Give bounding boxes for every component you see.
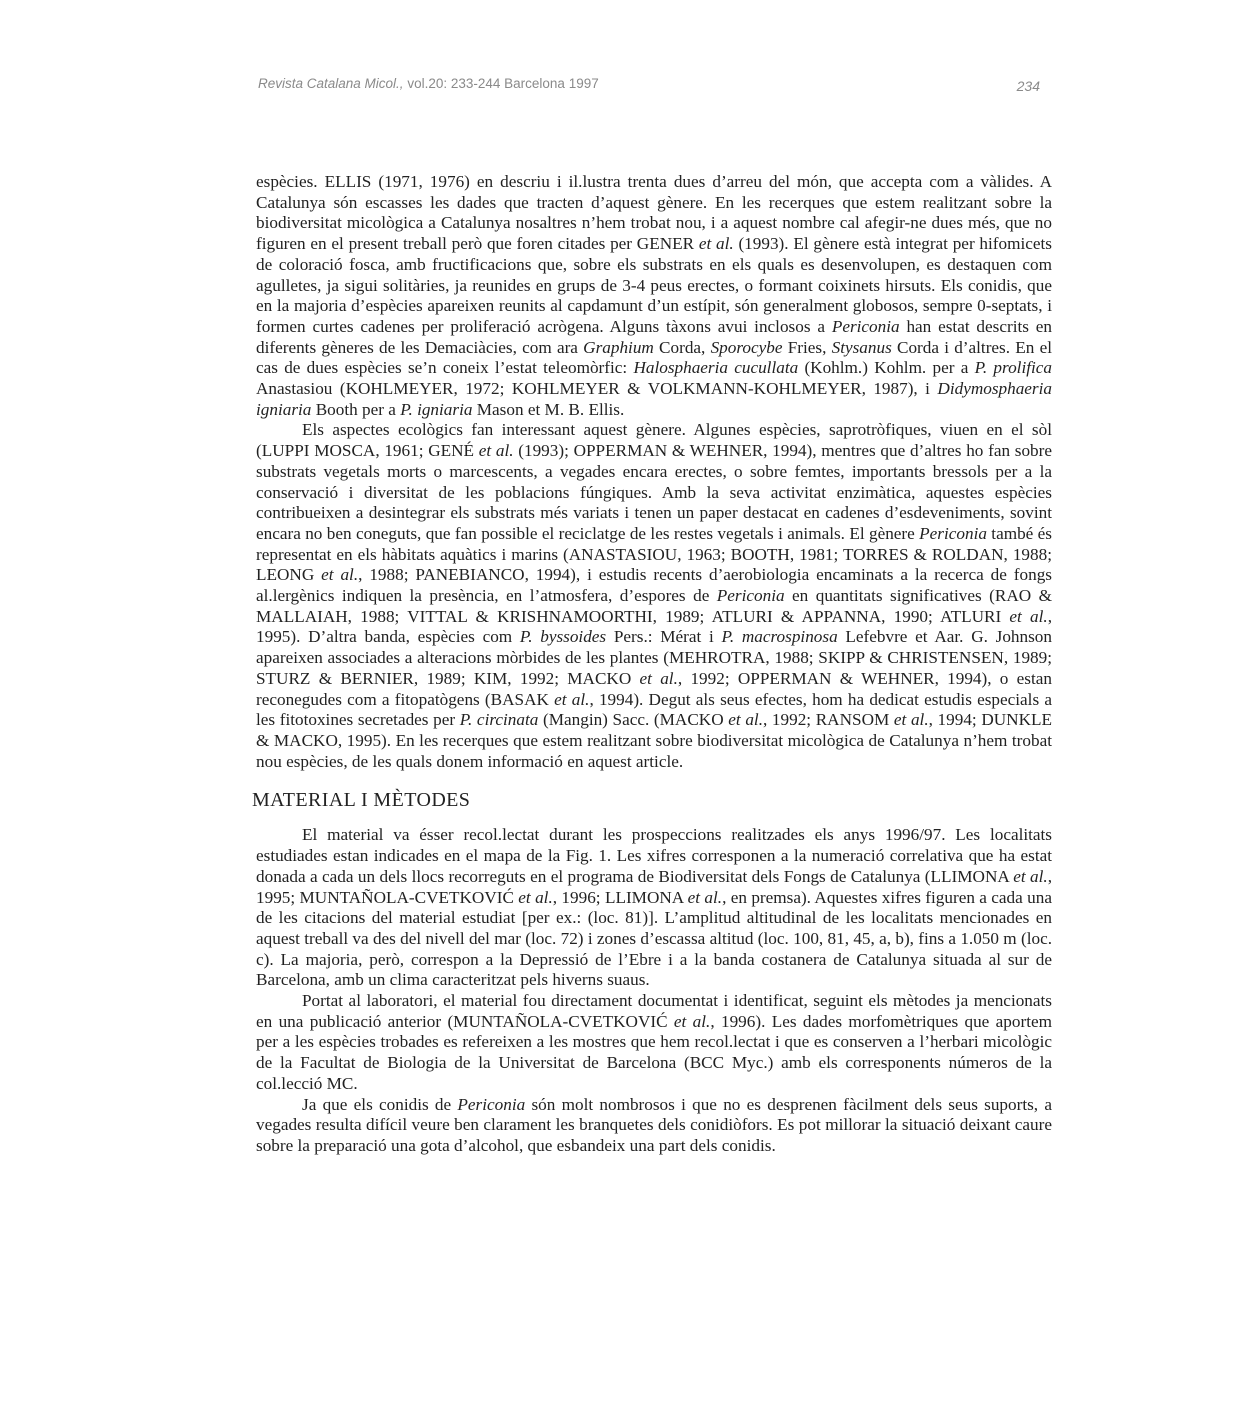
italic-term: et al. — [639, 668, 678, 688]
italic-term: Periconia — [919, 523, 987, 543]
page-number: 234 — [1016, 78, 1040, 94]
italic-term: et al. — [478, 441, 514, 461]
journal-details: vol.20: 233-244 Barcelona 1997 — [407, 76, 599, 91]
paragraph: Ja que els conidis de Periconia són molt nombrosos i que no es desprenen fàcilment dels seus suports, a vegades resulta difícil veure ben clarament les branquetes dels conidiòfors. Es pot millorar la situació deixant caure sobre la preparació una gota d’alcohol, que esbandeix una part dels conidis. — [256, 1094, 1052, 1155]
italic-term: et al. — [1009, 606, 1048, 626]
italic-term: Sporocybe — [710, 337, 783, 357]
paragraph: espècies. ELLIS (1971, 1976) en descriu i il.lustra trenta dues d’arreu del món, que accepta com a vàlides. A Catalunya són escasses les dades que tracten d’aquest gènere. En les recerques que estem realitzant sobre la biodiversitat micològica a Catalunya nosaltres n’hem trobat nou, i a aquest nombre cal afegir-ne dues més, que no figuren en el present treball però que foren citades per GENER et al. (1993). El gènere està integrat per hifomicets de coloració fosca, amb fructificacions que, sobre els substrats en els quals es desenvolupen, es destaquen com agulletes, ja sigui solitàries, ja reunides en grups de 3-4 peus erectes, o formant coixinets hirsuts. Els conidis, que en la majoria d’espècies apareixen reunits al capdamunt d’un estípit, són generalment globosos, sempre 0-septats, i formen curtes cadenes per proliferació acrògena. Alguns tàxons avui inclosos a Periconia han estat descrits en diferents gèneres de les Demaciàcies, com ara Graphium Corda, Sporocybe Fries, Stysanus Corda i d’altres. En el cas de dues espècies se’n coneix l’estat teleomòrfic: Halosphaeria cucullata (Kohlm.) Kohlm. per a P. prolifica Anastasiou (KOHLMEYER, 1972; KOHLMEYER & VOLKMANN-KOHLMEYER, 1987), i Didymosphaeria igniaria Booth per a P. igniaria Mason et M. B. Ellis. — [256, 172, 1052, 419]
italic-term: et al. — [673, 1011, 711, 1031]
paragraph: Portat al laboratori, el material fou directament documentat i identificat, seguint els mètodes ja mencionats en una publicació anterior (MUNTAÑOLA-CVETKOVIĆ et al., 1996). Les dades morfomètriques que aportem per a les espècies trobades es refereixen a les mostres que hem recol.lectat i que es conserven a l’herbari micològic de la Facultat de Biologia de la Universitat de Barcelona (BCC Myc.) amb els corresponents números de la col.lecció MC. — [256, 991, 1052, 1093]
italic-term: Didymosphaeria igniaria — [256, 379, 1052, 419]
italic-term: et al. — [698, 234, 734, 254]
running-header — [258, 76, 1040, 98]
section-heading: MATERIAL I MÈTODES — [252, 789, 471, 812]
italic-term: Stysanus — [831, 337, 892, 357]
italic-term: P. byssoides — [519, 627, 607, 647]
italic-term: Periconia — [716, 586, 785, 606]
italic-term: P. igniaria — [400, 399, 473, 419]
article-body — [252, 172, 1053, 1157]
italic-term: et al. — [518, 887, 553, 907]
italic-term: Graphium — [583, 337, 654, 357]
italic-term: et al. — [554, 689, 590, 709]
italic-term: Periconia — [457, 1094, 526, 1114]
italic-term: P. macrospinosa — [721, 627, 838, 647]
paragraph: Els aspectes ecològics fan interessant aquest gènere. Algunes espècies, saprotròfiques, viuen en el sòl (LUPPI MOSCA, 1961; GENÉ et al. (1993); OPPERMAN & WEHNER, 1994), mentres que d’altres ho fan sobre substrats vegetals morts o marcescents, a vegades encara erectes, o sobre femtes, importants bressols per a la conservació i diversitat de les poblacions fúngiques. Amb la seva activitat enzimàtica, aquestes espècies contribueixen a desintegrar els substrats més variats i tenen un paper destacat en cadenes d’esdeveniments, sovint encara no ben coneguts, que fan possible el reciclatge de les restes vegetals i animals. El gènere Periconia també és representat en els hàbitats aquàtics i marins (ANASTASIOU, 1963; BOOTH, 1981; TORRES & ROLDAN, 1988; LEONG et al., 1988; PANEBIANCO, 1994), i estudis recents d’aerobiologia encaminats a la recerca de fongs al.lergènics indiquen la presència, en l’atmosfera, d’espores de Periconia en quantitats significatives (RAO & MALLAIAH, 1988; VITTAL & KRISHNAMOORTHI, 1989; ATLURI & APPANNA, 1990; ATLURI et al., 1995). D’altra banda, espècies com P. byssoides Pers.: Mérat i P. macrospinosa Lefebvre et Aar. G. Johnson apareixen associades a alteracions mòrbides de les plantes (MEHROTRA, 1988; SKIPP & CHRISTENSEN, 1989; STURZ & BERNIER, 1989; KIM, 1992; MACKO et al., 1992; OPPERMAN & WEHNER, 1994), o estan reconegudes com a fitopatògens (BASAK et al., 1994). Degut als seus efectes, hom ha dedicat estudis especials a les fitotoxines secretades per P. circinata (Mangin) Sacc. (MACKO et al., 1992; RANSOM et al., 1994; DUNKLE & MACKO, 1995). En les recerques que estem realitzant sobre biodiversitat micològica de Catalunya n’hem trobat nou espècies, de les quals donem informació en aquest article. — [256, 420, 1053, 771]
italic-term: et al. — [687, 887, 723, 907]
italic-term: et al. — [321, 565, 359, 585]
paragraph: El material va ésser recol.lectat durant les prospeccions realitzades els anys 1996/97. Les localitats estudiades estan indicades en el mapa de la Fig. 1. Les xifres corresponen a la numeració correlativa que ha estat donada a cada un dels llocs recorreguts en el programa de Biodiversitat dels Fongs de Catalunya (LLIMONA et al., 1995; MUNTAÑOLA-CVETKOVIĆ et al., 1996; LLIMONA et al., en premsa). Aquestes xifres figuren a cada una de les citacions del material estudiat [per ex.: (loc. 81)]. L’amplitud altitudinal de les localitats mencionades en aquest treball va des del nivell del mar (loc. 72) i zones d’escassa altitud (loc. 100, 81, 45, a, b), fins a 1.050 m (loc. c). La majoria, però, correspon a la Depressió de l’Ebre i a la banda costanera de Catalunya situada al sur de Barcelona, amb un clima caracteritzat pels hiverns suaus. — [256, 825, 1052, 990]
italic-term: et al. — [728, 710, 763, 730]
italic-term: P. prolifica — [974, 358, 1052, 378]
italic-term: P. circinata — [459, 710, 539, 730]
italic-term: Halosphaeria cucullata — [633, 358, 799, 378]
journal-name: Revista Catalana Micol., — [258, 76, 404, 91]
journal-citation — [258, 76, 599, 91]
italic-term: et al. — [1013, 866, 1048, 886]
italic-term: Periconia — [831, 316, 900, 336]
italic-term: et al. — [893, 710, 929, 730]
